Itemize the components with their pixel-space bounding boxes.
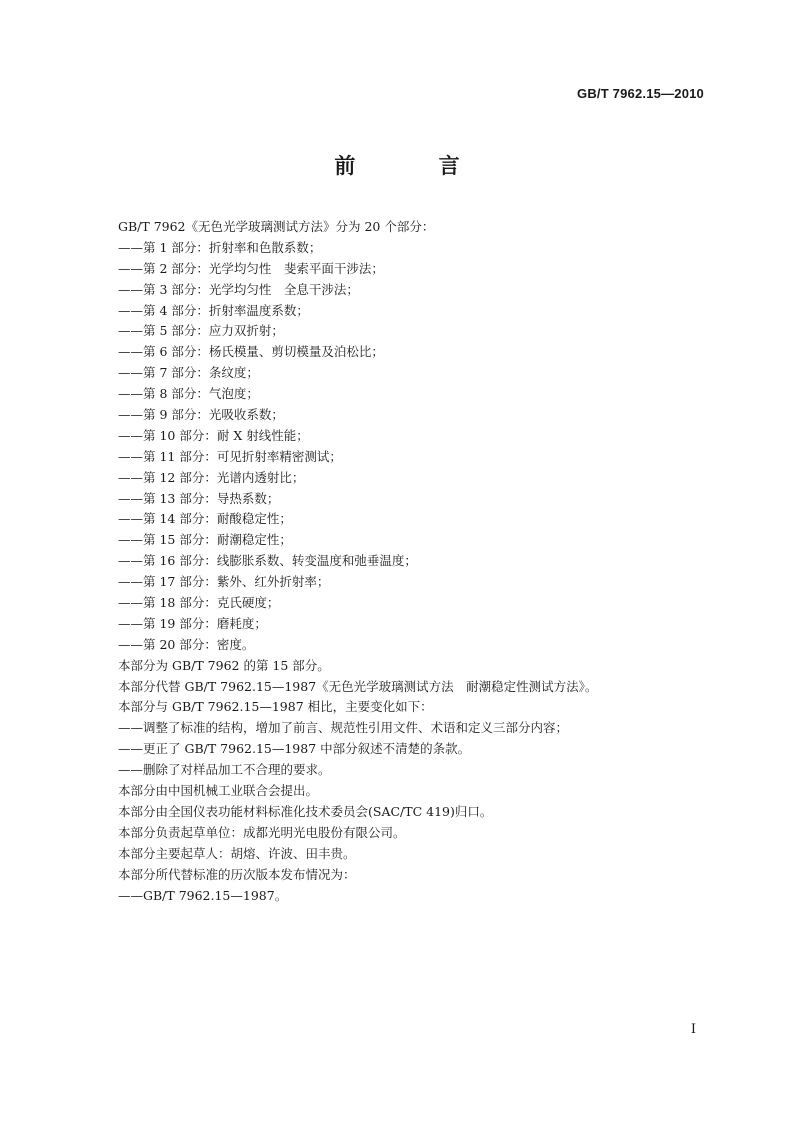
list-item: ——第 2 部分：光学均匀性 斐索平面干涉法； — [118, 260, 384, 276]
list-item: ——第 5 部分：应力双折射； — [118, 323, 284, 339]
text-line: 本部分与 GB/T 7962.15—1987 相比，主要变化如下： — [118, 699, 433, 715]
list-item: ——删除了对样品加工不合理的要求。 — [118, 762, 331, 778]
list-item: ——第 12 部分：光谱内透射比； — [118, 469, 305, 485]
list-item: ——第 13 部分：导热系数； — [118, 490, 280, 506]
text-line: 本部分为 GB/T 7962 的第 15 部分。 — [118, 657, 330, 673]
list-item: ——第 15 部分：耐潮稳定性； — [118, 532, 292, 548]
list-item: ——第 19 部分：磨耗度； — [118, 615, 267, 631]
page-title: 前 言 — [334, 154, 498, 178]
list-item: ——更正了 GB/T 7962.15—1987 中部分叙述不清楚的条款。 — [118, 741, 471, 757]
list-item: ——第 7 部分：条纹度； — [118, 365, 259, 381]
list-item: ——第 6 部分：杨氏模量、剪切模量及泊松比； — [118, 344, 384, 360]
foreword-body — [118, 217, 718, 906]
list-item: ——第 20 部分：密度。 — [118, 636, 255, 652]
text-line: 本部分由中国机械工业联合会提出。 — [118, 783, 319, 799]
text-line: 本部分代替 GB/T 7962.15—1987《无色光学玻璃测试方法 耐潮稳定性测试方法》。 — [118, 678, 598, 694]
list-item: ——第 10 部分：耐 X 射线性能； — [118, 427, 309, 443]
list-item: ——第 4 部分：折射率温度系数； — [118, 302, 309, 318]
list-item: ——调整了标准的结构，增加了前言、规范性引用文件、术语和定义三部分内容； — [118, 720, 569, 736]
text-line: 本部分负责起草单位：成都光明光电股份有限公司。 — [118, 824, 406, 840]
list-item: ——第 8 部分：气泡度； — [118, 386, 259, 402]
text-line: 本部分主要起草人：胡熔、许波、田丰贵。 — [118, 845, 356, 861]
list-item: ——第 3 部分：光学均匀性 全息干涉法； — [118, 281, 359, 297]
standard-number: GB/T 7962.15—2010 — [577, 86, 704, 101]
list-item: ——第 17 部分：紫外、红外折射率； — [118, 574, 330, 590]
list-item: ——第 9 部分：光吸收系数； — [118, 407, 284, 423]
list-item: ——第 16 部分：线膨胀系数、转变温度和弛垂温度； — [118, 553, 417, 569]
list-item: ——第 18 部分：克氏硬度； — [118, 595, 280, 611]
list-item: ——第 11 部分：可见折射率精密测试； — [118, 448, 342, 464]
text-line: 本部分所代替标准的历次版本发布情况为： — [118, 866, 356, 882]
list-item: ——GB/T 7962.15—1987。 — [118, 887, 288, 903]
text-line: 本部分由全国仪表功能材料标准化技术委员会(SAC/TC 419)归口。 — [118, 803, 493, 819]
page-number: I — [690, 1022, 696, 1037]
text-line: GB/T 7962《无色光学玻璃测试方法》分为 20 个部分： — [118, 219, 435, 234]
list-item: ——第 1 部分：折射率和色散系数； — [118, 239, 322, 255]
list-item: ——第 14 部分：耐酸稳定性； — [118, 511, 292, 527]
